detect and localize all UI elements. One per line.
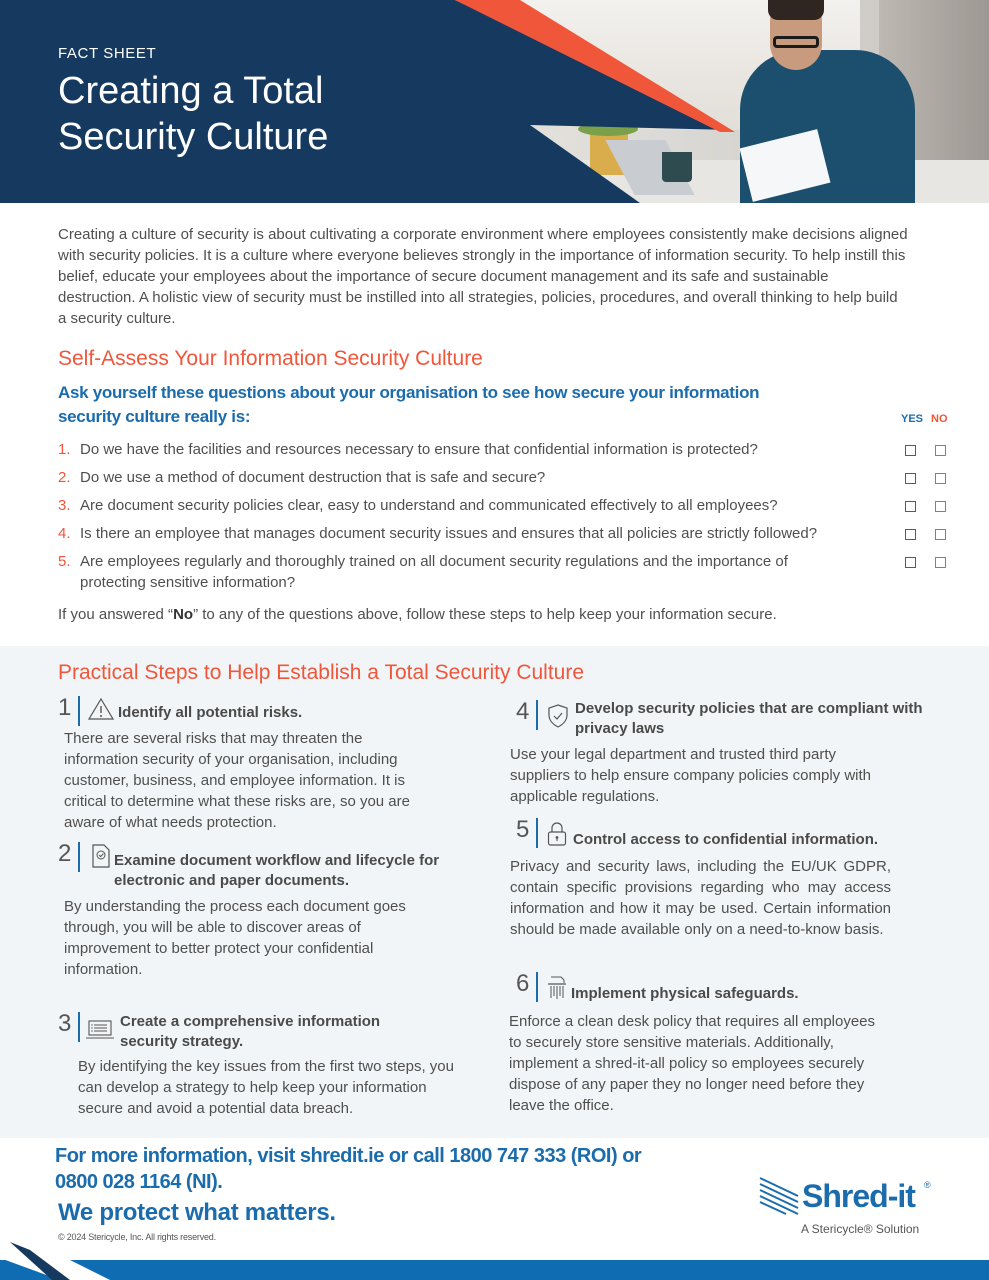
question-text: Are employees regularly and thoroughly trained on all document security regulations and the importance of protecting sensitive information?	[80, 553, 788, 591]
no-checkbox-5[interactable]	[935, 557, 946, 568]
shred-it-logo	[758, 1176, 948, 1240]
question-number: 3.	[58, 497, 71, 514]
self-assess-heading: Self-Assess Your Information Security Culture	[58, 347, 483, 370]
step-divider	[78, 1012, 80, 1042]
step-body: Use your legal department and trusted third party suppliers to help ensure company policies comply with applicable regulations.	[510, 746, 872, 805]
step-divider	[536, 818, 538, 848]
step-body: By understanding the process each document goes through, you will be able to discover areas of improvement to better protect your confidential information.	[64, 898, 406, 978]
step-title: Identify all potential risks.	[118, 704, 303, 721]
step-number: 2	[58, 840, 72, 867]
question-number: 4.	[58, 525, 71, 542]
laptop-list-icon	[86, 1020, 114, 1040]
document-check-icon	[91, 844, 111, 868]
logo-registered-mark: ®	[924, 1180, 931, 1190]
copyright: © 2024 Stericycle, Inc. All rights reserved.	[58, 1232, 216, 1242]
question-item-4	[58, 523, 958, 544]
question-item-2	[58, 467, 958, 488]
shred-it-stripes-icon	[758, 1176, 800, 1216]
step-number: 1	[58, 694, 72, 721]
intro-paragraph: Creating a culture of security is about cultivating a corporate environment where employees consistently make decisions aligned with security policies. It is a culture where everyone believes strongly in the importance of information security. To help instill this belief, educate your employees about the importance of secure document management and its safe and sustainable destruction. A holistic view of security must be instilled into all strategies, policies, procedures, and overall thinking to help build a security culture.	[58, 226, 908, 327]
step-body: Enforce a clean desk policy that requires all employees to securely store sensitive materials. Additionally, implement a shred-it-all policy so employees securely dispose of any paper they no longer need before they leave the office.	[509, 1013, 876, 1114]
question-item-1	[58, 439, 958, 460]
step-body: Privacy and security laws, including the EU/UK GDPR, contain specific provisions regarding who may access information and how it may be used. Certain information should be made available only on a need-to-know basis.	[510, 858, 891, 938]
shredder-icon	[547, 976, 567, 1000]
questions-footer-note: If you answered “No” to any of the questions above, follow these steps to help keep your information secure.	[58, 606, 777, 623]
logo-wordmark: Shred-it	[802, 1178, 915, 1214]
header-banner	[0, 0, 989, 203]
contact-info: For more information, visit shredit.ie or call 1800 747 333 (ROI) or 0800 028 1164 (NI).	[55, 1145, 642, 1193]
step-number: 6	[516, 970, 530, 997]
logo-subline: A Stericycle® Solution	[801, 1222, 920, 1236]
no-checkbox-4[interactable]	[935, 529, 946, 540]
step-title: Examine document workflow and lifecycle for electronic and paper documents.	[114, 852, 440, 889]
self-assess-subheading: Ask yourself these questions about your organisation to see how secure your information security culture really is:	[58, 383, 760, 426]
no-checkbox-2[interactable]	[935, 473, 946, 484]
question-number: 5.	[58, 553, 71, 570]
warning-icon	[88, 698, 114, 720]
question-item-3	[58, 495, 958, 516]
practical-steps-heading: Practical Steps to Help Establish a Total Security Culture	[58, 661, 585, 684]
no-checkbox-3[interactable]	[935, 501, 946, 512]
question-text: Is there an employee that manages document security issues and ensures that all policies are strictly followed?	[80, 525, 818, 542]
step-divider	[78, 842, 80, 872]
practical-steps-section	[0, 646, 989, 1138]
question-item-5	[58, 551, 958, 593]
no-checkbox-1[interactable]	[935, 445, 946, 456]
question-text: Do we have the facilities and resources necessary to ensure that confidential information is protected?	[80, 441, 758, 458]
step-divider	[536, 972, 538, 1002]
step-title: Create a comprehensive information security strategy.	[120, 1013, 381, 1050]
no-column-label: NO	[931, 413, 948, 425]
question-number: 2.	[58, 469, 71, 486]
step-title: Implement physical safeguards.	[571, 985, 799, 1002]
step-body: By identifying the key issues from the first two steps, you can develop a strategy to help keep your information secure and avoid a potential data breach.	[78, 1058, 454, 1117]
step-title: Develop security policies that are compliant with privacy laws	[575, 700, 923, 737]
step-number: 4	[516, 698, 530, 725]
yes-checkbox-1[interactable]	[905, 445, 916, 456]
lock-icon	[547, 821, 567, 847]
title-line-2: Security Culture	[58, 116, 329, 158]
question-text: Do we use a method of document destruction that is safe and secure?	[80, 469, 546, 486]
title-line-1: Creating a Total	[58, 70, 324, 112]
question-number: 1.	[58, 441, 71, 458]
yes-checkbox-3[interactable]	[905, 501, 916, 512]
yes-column-label: YES	[901, 413, 924, 425]
footer-bar	[0, 1260, 989, 1280]
step-body: There are several risks that may threaten the information security of your organisation, including customer, business, and employee information. It is critical to determine what these risks are, so you are aware of what needs protection.	[64, 730, 410, 831]
step-divider	[78, 696, 80, 726]
step-title: Control access to confidential information.	[573, 831, 879, 848]
yes-checkbox-2[interactable]	[905, 473, 916, 484]
step-number: 5	[516, 816, 530, 843]
footer-diagonal-shape	[0, 1240, 120, 1280]
tagline: We protect what matters.	[58, 1199, 336, 1226]
eyebrow-label: FACT SHEET	[58, 45, 157, 62]
question-list	[58, 439, 958, 600]
yes-checkbox-5[interactable]	[905, 557, 916, 568]
question-text: Are document security policies clear, easy to understand and communicated effectively to all employees?	[80, 497, 778, 514]
page-title	[58, 68, 328, 160]
yes-checkbox-4[interactable]	[905, 529, 916, 540]
shield-check-icon	[548, 704, 568, 728]
step-divider	[536, 700, 538, 730]
step-number: 3	[58, 1010, 72, 1037]
